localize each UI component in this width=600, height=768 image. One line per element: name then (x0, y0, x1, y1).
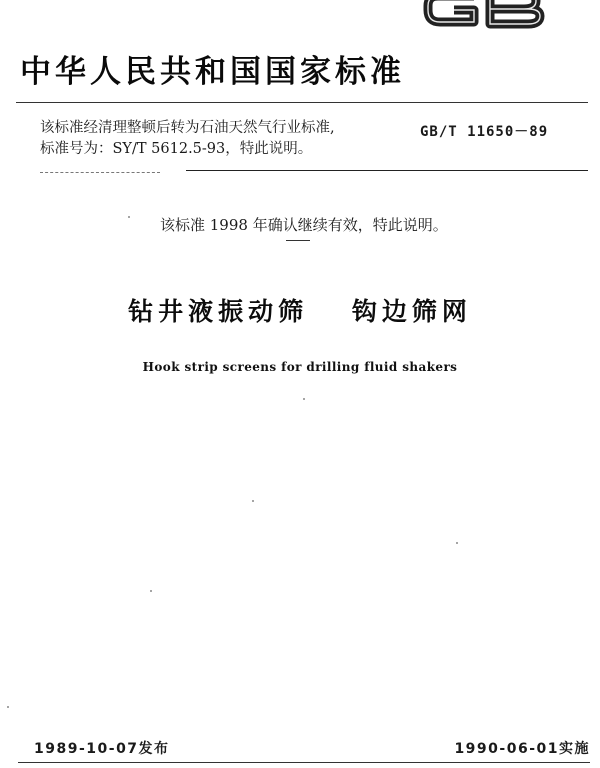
scan-speck (252, 500, 254, 502)
scan-speck (303, 398, 305, 400)
notice-divider (186, 170, 588, 171)
issue-date: 1989-10-07发布 (34, 741, 170, 757)
header-divider (16, 102, 588, 103)
document-title-chinese: 钻井液振动筛 钩边筛网 (128, 297, 472, 326)
scan-speck (128, 216, 130, 218)
notice-divider-dashed (40, 172, 160, 174)
scan-speck (7, 706, 9, 708)
gb-logo (416, 0, 550, 30)
confirmation-underline (286, 240, 310, 241)
implementation-date: 1990-06-01实施 (454, 741, 590, 757)
reclassification-note (40, 118, 420, 160)
footer-divider (18, 762, 590, 763)
reclassification-note-line-2: 标准号为：SY/T 5612.5-93，特此说明。 (40, 141, 313, 157)
scan-speck (456, 542, 458, 544)
scan-speck (150, 590, 152, 592)
standard-code: GB/T 11650－89 (420, 124, 549, 140)
reclassification-note-line-1: 该标准经清理整顿后转为石油天然气行业标准, (40, 120, 335, 136)
national-standard-title: 中华人民共和国国家标准 (20, 54, 405, 90)
document-title-english: Hook strip screens for drilling fluid shakers (142, 360, 458, 374)
validity-confirmation-note: 该标准 1998 年确认继续有效，特此说明。 (160, 216, 448, 234)
